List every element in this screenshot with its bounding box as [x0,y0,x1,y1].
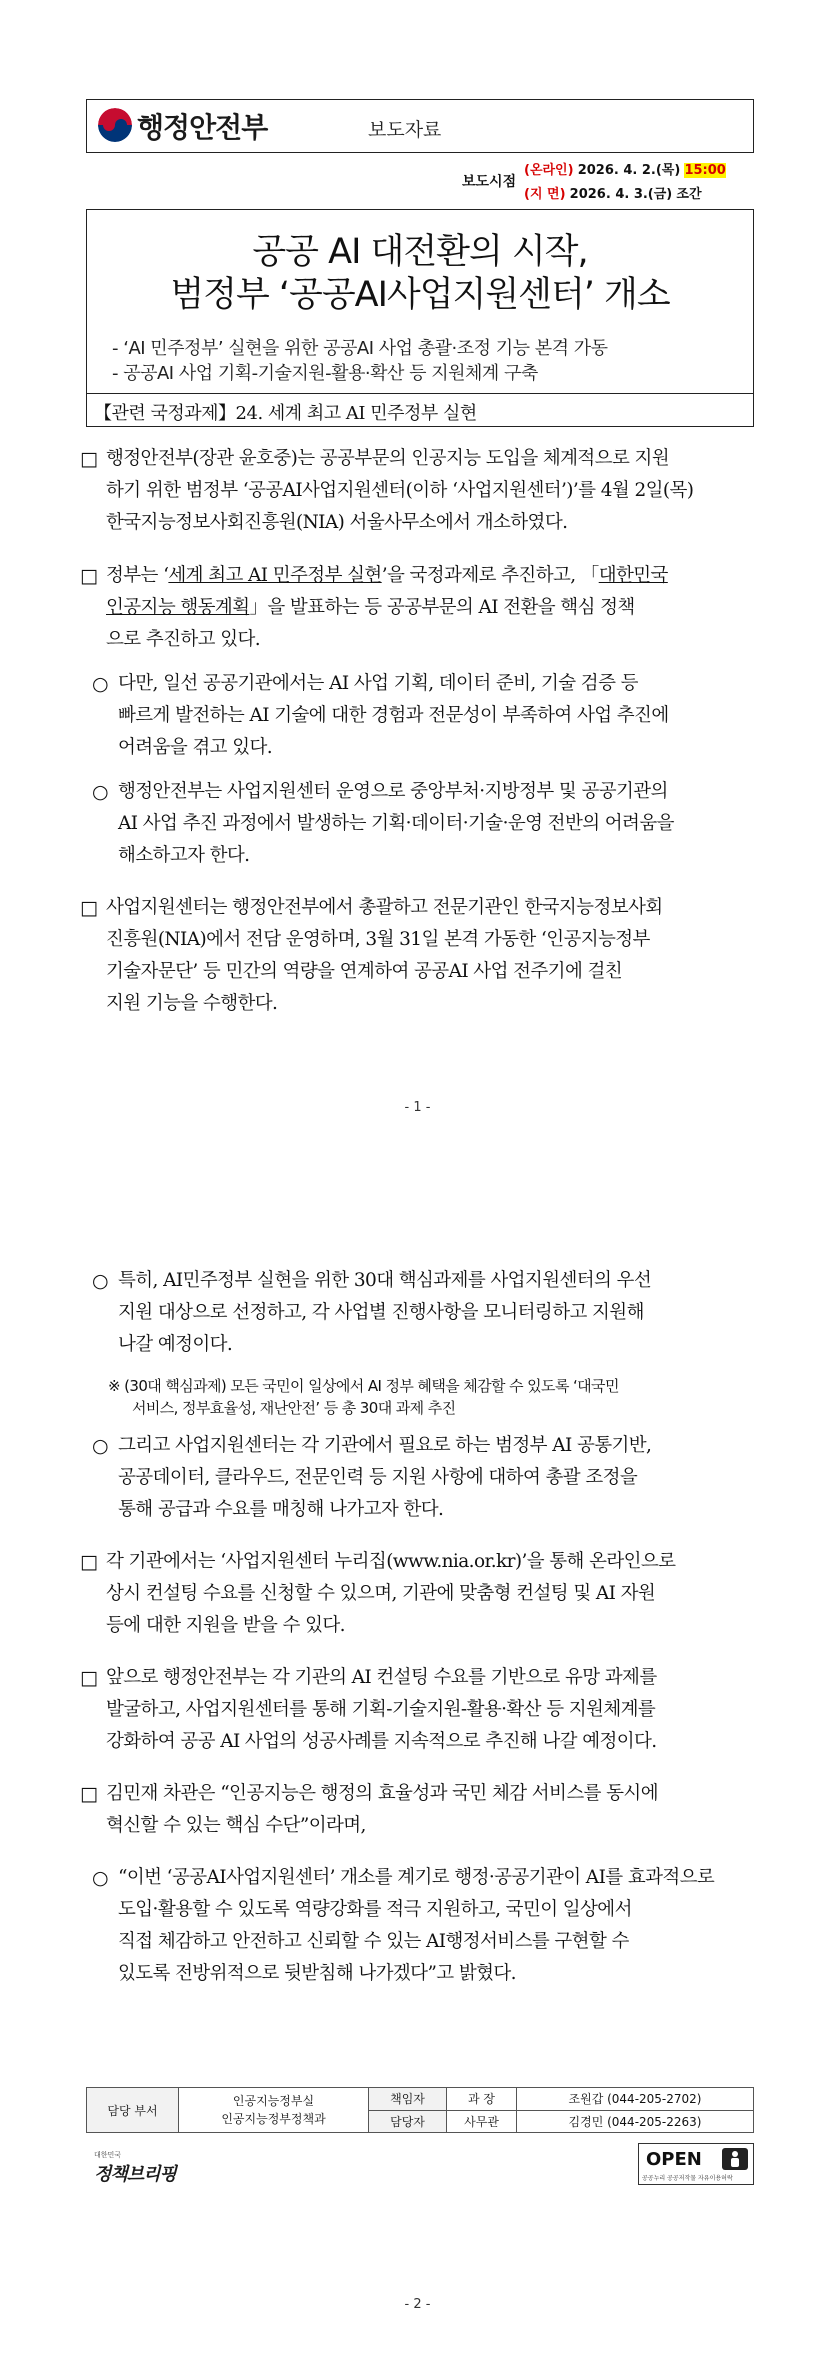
embargo-online-date: 2026. 4. 2.(목) [577,163,681,178]
dept-label: 담당 부서 [87,2088,179,2133]
square-bullet: □ [80,1551,98,1573]
page-number-2: - 2 - [404,2297,431,2312]
embargo-label: 보도시점 [462,174,517,190]
p1-line-1: 행정안전부(장관 윤호중)는 공공부문의 인공지능 도입을 체계적으로 지원 [106,448,670,469]
p1-line-3: 한국지능정보사회진흥원(NIA) 서울사무소에서 개소하였다. [106,512,568,533]
role-staff: 담당자 [369,2110,447,2133]
p9-line-2: 발굴하고, 사업지원센터를 통해 기획-기술지원-활용·확산 등 지원체계를 [106,1699,656,1720]
attribution-icon [722,2148,748,2170]
embargo-print [524,183,702,202]
p10-line-2: 혁신할 수 있는 핵심 수단”이라며, [106,1815,366,1836]
p5-line-1: 사업지원센터는 행정안전부에서 총괄하고 전문기관인 한국지능정보사회 [106,897,663,918]
open-subtext: 공공누리 공공저작물 자유이용허락 [642,2175,733,2182]
circle-bullet: ○ [92,1270,109,1292]
embargo-print-date: 2026. 4. 3.(금) [569,187,673,202]
note-line-1: ※ (30대 핵심과제) 모든 국민이 일상에서 AI 정부 혜택을 체감할 수 있도록 ‘대국민 [108,1377,619,1395]
circle-bullet: ○ [92,781,109,803]
p3-line-2: 빠르게 발전하는 AI 기술에 대한 경험과 전문성이 부족하여 사업 추진에 [118,705,669,726]
p8-line-3: 등에 대한 지원을 받을 수 있다. [106,1615,345,1636]
note-line-2: 서비스, 정부효율성, 재난안전’ 등 총 30대 과제 추진 [132,1399,456,1417]
title-manager: 과 장 [447,2088,517,2111]
contact-table [86,2087,754,2133]
open-label: OPEN [646,2149,702,2170]
circle-bullet: ○ [92,673,109,695]
person-staff: 김경민 (044-205-2263) [517,2110,754,2133]
p11-line-1: “이번 ‘공공AI사업지원센터’ 개소를 계기로 행정·공공기관이 AI를 효과적으로 [118,1867,715,1888]
p2-line-2: 인공지능 행동계획」을 발표하는 등 공공부문의 AI 전환을 핵심 정책 [106,597,635,618]
p6-line-2: 지원 대상으로 선정하고, 각 사업별 진행사항을 모니터링하고 지원해 [118,1302,644,1323]
p11-line-3: 직접 체감하고 안전하고 신뢰할 수 있는 AI행정서비스를 구현할 수 [118,1931,629,1952]
square-bullet: □ [80,897,98,919]
p9-line-3: 강화하여 공공 AI 사업의 성공사례를 지속적으로 추진해 나갈 예정이다. [106,1731,657,1752]
page-number-1: - 1 - [404,1100,431,1115]
p5-line-2: 진흥원(NIA)에서 전담 운영하며, 3월 31일 본격 가동한 ‘인공지능정부 [106,929,650,950]
p7-line-1: 그리고 사업지원센터는 각 기관에서 필요로 하는 범정부 AI 공통기반, [118,1435,652,1456]
p10-line-1: 김민재 차관은 “인공지능은 행정의 효율성과 국민 체감 서비스를 동시에 [106,1783,658,1804]
document-type: 보도자료 [368,119,442,141]
embargo-online-time: 15:00 [684,163,726,178]
p4-line-1: 행정안전부는 사업지원센터 운영으로 중앙부처·지방정부 및 공공기관의 [118,781,668,802]
p5-line-3: 기술자문단’ 등 민간의 역량을 연계하여 공공AI 사업 전주기에 걸친 [106,961,623,982]
p7-line-3: 통해 공급과 수요를 매칭해 나가고자 한다. [118,1499,444,1520]
square-bullet: □ [80,565,98,587]
p4-line-2: AI 사업 추진 과정에서 발생하는 기획·데이터·기술·운영 전반의 어려움을 [118,813,674,834]
p5-line-4: 지원 기능을 수행한다. [106,993,278,1014]
embargo-online-tag: (온라인) [524,163,574,178]
role-manager: 책임자 [369,2088,447,2111]
headline-line-1: 공공 AI 대전환의 시작, [252,232,588,272]
square-bullet: □ [80,1783,98,1805]
p6-line-1: 특히, AI민주정부 실현을 위한 30대 핵심과제를 사업지원센터의 우선 [118,1270,652,1291]
p3-line-1: 다만, 일선 공공기관에서는 AI 사업 기획, 데이터 준비, 기술 검증 등 [118,673,638,694]
p8-line-2: 상시 컨설팅 수요를 신청할 수 있으며, 기관에 맞춤형 컨설팅 및 AI 자원 [106,1583,656,1604]
embargo-print-note: 조간 [676,187,702,202]
p8-line-1: 각 기관에서는 ‘사업지원센터 누리집(www.nia.or.kr)’을 통해 온라인으로 [106,1551,676,1572]
p7-line-2: 공공데이터, 클라우드, 전문인력 등 지원 사항에 대하여 총괄 조정을 [118,1467,638,1488]
embargo-online [524,159,726,178]
p6-line-3: 나갈 예정이다. [118,1334,233,1355]
circle-bullet: ○ [92,1867,109,1889]
title-staff: 사무관 [447,2110,517,2133]
p2-line-3: 으로 추진하고 있다. [106,629,261,650]
related-task: 【관련 국정과제】24. 세계 최고 AI 민주정부 실현 [94,403,477,424]
embargo-print-tag: (지 면) [524,187,566,202]
p2-line-1: 정부는 ‘세계 최고 AI 민주정부 실현’을 국정과제로 추진하고, 「대한민국 [106,565,668,586]
square-bullet: □ [80,1667,98,1689]
government-emblem-icon [98,108,132,142]
headline-line-2: 범정부 ‘공공AI사업지원센터’ 개소 [170,275,670,315]
p11-line-2: 도입·활용할 수 있도록 역량강화를 적극 지원하고, 국민이 일상에서 [118,1899,632,1920]
p4-line-3: 해소하고자 한다. [118,845,250,866]
p1-line-2: 하기 위한 범정부 ‘공공AI사업지원센터(이하 ‘사업지원센터’)’를 4월 2일(목) [106,480,694,501]
subtitle-2: - 공공AI 사업 기획-기술지원-활용·확산 등 지원체계 구축 [112,363,538,384]
subtitle-1: - ‘AI 민주정부’ 실현을 위한 공공AI 사업 총괄·조정 기능 본격 가동 [112,338,608,359]
square-bullet: □ [80,448,98,470]
p3-line-3: 어려움을 겪고 있다. [118,737,273,758]
ministry-name: 행정안전부 [137,111,268,144]
circle-bullet: ○ [92,1435,109,1457]
p9-line-1: 앞으로 행정안전부는 각 기관의 AI 컨설팅 수요를 기반으로 유망 과제를 [106,1667,657,1688]
person-manager: 조원갑 (044-205-2702) [517,2088,754,2111]
policy-briefing-logo: 대한민국 정책브리핑 [94,2151,176,2185]
dept-name: 인공지능정부실 인공지능정부정책과 [179,2088,369,2133]
related-task-row [86,393,754,427]
p11-line-4: 있도록 전방위적으로 뒷받침해 나가겠다”고 밝혔다. [118,1963,516,1984]
